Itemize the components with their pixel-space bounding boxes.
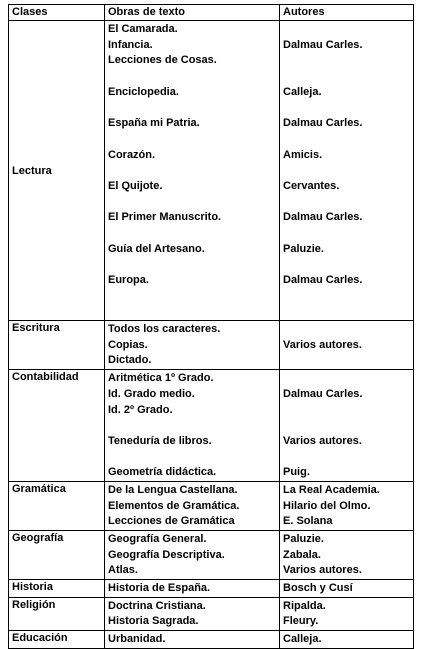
work-title <box>108 257 279 273</box>
work-title: Historia de España. <box>108 582 211 595</box>
class-cell: Historia <box>9 580 105 598</box>
author-name <box>283 163 413 179</box>
authors-cell <box>280 580 414 598</box>
author-name: Dalmau Carles. <box>283 387 363 400</box>
table-row <box>9 580 414 598</box>
work-title: El Primer Manuscrito. <box>108 211 222 224</box>
work-title: Elementos de Gramática. <box>108 499 240 512</box>
author-name <box>283 371 413 387</box>
table-row <box>9 481 414 530</box>
work-title <box>108 100 279 116</box>
work-title: Aritmética 1º Grado. <box>108 372 214 385</box>
authors-cell <box>280 531 414 580</box>
work-title <box>108 163 279 179</box>
table-row <box>9 370 414 482</box>
work-title <box>108 195 279 211</box>
author-name <box>283 257 413 273</box>
author-name <box>283 195 413 211</box>
author-name: Ripalda. <box>283 599 326 612</box>
author-name <box>283 403 413 419</box>
class-cell: Contabilidad <box>9 370 105 482</box>
class-cell: Gramática <box>9 481 105 530</box>
works-cell <box>105 580 280 598</box>
author-name: Dalmau Carles. <box>283 117 363 130</box>
work-title <box>108 226 279 242</box>
author-name <box>283 418 413 434</box>
work-title: Teneduría de libros. <box>108 434 212 447</box>
work-title: Lecciones de Gramática <box>108 515 235 528</box>
authors-cell <box>280 481 414 530</box>
table-body <box>9 21 414 649</box>
work-title: Infancia. <box>108 38 153 51</box>
author-name: Paluzie. <box>283 242 324 255</box>
header-clases: Clases <box>9 5 105 21</box>
work-title: Lecciones de Cosas. <box>108 54 217 67</box>
author-name: Varios autores. <box>283 434 362 447</box>
work-title <box>108 289 279 305</box>
work-title: El Camarada. <box>108 23 178 35</box>
work-title: Urbanidad. <box>108 633 166 646</box>
work-title: Atlas. <box>108 564 138 577</box>
author-name: La Real Academia. <box>283 483 380 496</box>
class-cell: Lectura <box>9 21 105 321</box>
work-title <box>108 132 279 148</box>
author-name: Dalmau Carles. <box>283 274 363 286</box>
textbook-table <box>8 4 414 649</box>
work-title: Id. Grado medio. <box>108 387 195 400</box>
author-name: Puig. <box>283 466 310 479</box>
works-cell <box>105 531 280 580</box>
author-name: Dalmau Carles. <box>283 211 363 224</box>
authors-cell <box>280 370 414 482</box>
work-title: De la Lengua Castellana. <box>108 483 238 496</box>
author-name: Zabala. <box>283 548 321 561</box>
work-title: Todos los caracteres. <box>108 323 221 336</box>
authors-cell <box>280 321 414 370</box>
table-row <box>9 597 414 630</box>
author-name <box>283 22 413 38</box>
author-name: Paluzie. <box>283 533 324 545</box>
work-title: Geografía Descriptiva. <box>108 548 225 561</box>
authors-cell <box>280 21 414 321</box>
header-row <box>9 5 414 21</box>
work-title: España mi Patria. <box>108 117 200 130</box>
work-title <box>108 69 279 85</box>
class-cell: Geografía <box>9 531 105 580</box>
author-name: Varios autores. <box>283 564 362 577</box>
work-title: Historia Sagrada. <box>108 615 199 628</box>
work-title: Corazón. <box>108 148 156 161</box>
author-name <box>283 353 413 369</box>
work-title <box>108 418 279 434</box>
author-name: Amicis. <box>283 148 323 161</box>
table-row <box>9 321 414 370</box>
works-cell <box>105 370 280 482</box>
table-row <box>9 21 414 321</box>
works-cell <box>105 597 280 630</box>
author-name: Calleja. <box>283 633 322 646</box>
work-title: Geografía General. <box>108 533 207 545</box>
work-title: Id. 2º Grado. <box>108 403 173 416</box>
works-cell <box>105 481 280 530</box>
work-title: Dictado. <box>108 354 152 367</box>
author-name: Hilario del Olmo. <box>283 499 371 512</box>
works-cell <box>105 21 280 321</box>
work-title: Guía del Artesano. <box>108 242 205 255</box>
author-name: Varios autores. <box>283 338 362 351</box>
author-name: Dalmau Carles. <box>283 38 363 51</box>
header-obras: Obras de texto <box>105 5 280 21</box>
author-name: Bosch y Cusí <box>283 582 353 595</box>
work-title: Copias. <box>108 338 148 351</box>
header-autores: Autores <box>280 5 414 21</box>
author-name: Calleja. <box>283 85 322 98</box>
author-name <box>283 132 413 148</box>
work-title <box>108 450 279 466</box>
class-cell: Educación <box>9 631 105 649</box>
works-cell <box>105 321 280 370</box>
author-name <box>283 53 413 69</box>
author-name: E. Solana <box>283 515 333 528</box>
work-title: El Quijote. <box>108 179 163 192</box>
author-name <box>283 304 413 320</box>
author-name: Cervantes. <box>283 179 340 192</box>
document-page <box>8 4 413 646</box>
work-title: Geometría didáctica. <box>108 466 217 479</box>
work-title: Europa. <box>108 274 149 286</box>
author-name <box>283 289 413 305</box>
author-name <box>283 69 413 85</box>
author-name <box>283 450 413 466</box>
author-name: Fleury. <box>283 615 319 628</box>
class-cell: Escritura <box>9 321 105 370</box>
author-name <box>283 100 413 116</box>
author-name <box>283 322 413 338</box>
work-title <box>108 304 279 320</box>
author-name <box>283 226 413 242</box>
work-title: Doctrina Cristiana. <box>108 599 206 612</box>
table-row <box>9 531 414 580</box>
work-title: Enciclopedia. <box>108 85 179 98</box>
authors-cell <box>280 597 414 630</box>
class-cell: Religión <box>9 597 105 630</box>
